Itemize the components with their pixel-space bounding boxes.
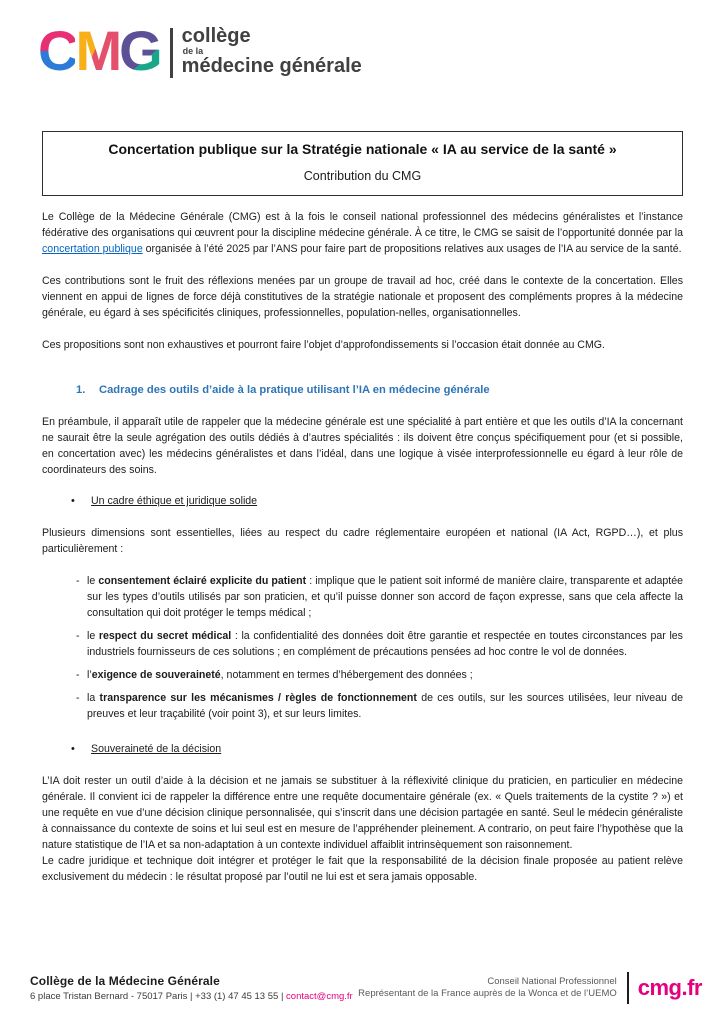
cmg-logo xyxy=(38,19,362,82)
section-1-title: Cadrage des outils d’aide à la pratique utilisant l’IA en médecine générale xyxy=(99,384,490,396)
section-1-number: 1. xyxy=(76,384,86,396)
section-1-paragraph-3: L’IA doit rester un outil d’aide à la décision et ne jamais se substituer à la réflexivité clinique du praticien, en particulier en médecine générale. Il convient ici de rappeler la différence entre une requête documentaire générale (ex. « Quels traitements de la cystite ? ») et une requête en vue d’une décision clinique personnalisée, qui s’inscrit dans une décision partagée en santé. Seul le médecin généraliste à connaissance du contexte de soins et lui seul est en mesure de l’appréhender pleinement. A contrario, on peut faire l’hypothèse que la nature statistique de l’IA et sa non-adaptation à un contexte individuel affaiblit intrinsèquement son raisonnement. xyxy=(42,775,683,851)
list-item-pre: l’ xyxy=(87,669,92,681)
footer-brand-block xyxy=(358,972,702,1004)
intro-p1-post: organisée à l’été 2025 par l’ANS pour faire part de propositions relatives aux usages de l’IA au service de la santé. xyxy=(142,243,682,255)
logo-letter-g: G xyxy=(119,19,160,82)
intro-paragraph-2: Ces contributions sont le fruit des réflexions menées par un groupe de travail ad hoc, créé dans le contexte de la concertation. Elles viennent en appui de lignes de force déjà constitutives de la stratégie nationale et proposent des compléments propres à la médecine générale, eu égard à ses spécificités cliniques, professionnelles, population-nelles, organisationnelles. xyxy=(42,275,683,319)
contact-email-link[interactable]: contact@cmg.fr xyxy=(286,991,353,1002)
title-box xyxy=(42,131,683,196)
footer-affiliation xyxy=(358,976,617,1001)
cmg-fr-logo[interactable]: cmg.fr xyxy=(637,975,702,1000)
logo-word-dela: de la xyxy=(182,46,204,56)
dash-icon: - xyxy=(76,692,80,704)
document-title: Concertation publique sur la Stratégie nationale « IA au service de la santé » xyxy=(108,141,617,157)
section-1-paragraph-4: Le cadre juridique et technique doit intégrer et protéger le fait que la responsabilité de la décision finale proposée au patient relève exclusivement du médecin : le résultat proposé par l’outil ne lui est et sera jamais opposable. xyxy=(42,855,683,883)
footer-address xyxy=(30,991,353,1002)
bullet-label: Un cadre éthique et juridique solide xyxy=(91,495,258,507)
footer-cnp-line: Conseil National Professionnel xyxy=(487,975,617,987)
list-item-transparence xyxy=(42,690,683,722)
dash-icon: - xyxy=(76,669,80,681)
footer-wonca-line: Représentant de la France auprès de la Wonca et de l’UEMO xyxy=(358,988,617,999)
footer-divider xyxy=(627,972,629,1004)
dash-icon: - xyxy=(76,630,80,642)
list-item-secret-medical xyxy=(42,628,683,660)
footer-org-name: Collège de la Médecine Générale xyxy=(30,974,220,988)
list-item-pre: la xyxy=(87,692,100,704)
footer-contact-block xyxy=(30,974,353,1002)
list-item-post: : implique que le patient soit informé de manière claire, transparente et adaptée sur les types d’outils utilisés par son praticien, et qu’il puisse donner son accord de façon expresse, sans que cela affecte la consultation qui doit protéger le temps médical ; xyxy=(87,575,683,619)
dash-icon: - xyxy=(76,575,80,587)
logo-letter-c: C xyxy=(38,19,76,82)
document-body xyxy=(42,209,683,885)
page-footer xyxy=(0,972,724,1004)
logo-wordmark xyxy=(182,26,362,76)
bullet-label: Souveraineté de la décision xyxy=(91,743,222,755)
dash-list xyxy=(42,573,683,722)
intro-p1-pre: Le Collège de la Médecine Générale (CMG) est à la fois le conseil national professionnel des médecins généralistes et l’instance fédérative des organisations qui œuvrent pour la discipline médecine générale. À ce titre, le CMG se saisit de l’opportunité donnée par la xyxy=(42,211,683,239)
list-item-bold: respect du secret médical xyxy=(98,630,232,642)
logo-word-medecine: médecine générale xyxy=(181,55,362,77)
list-item-pre: le xyxy=(87,575,99,587)
list-item-bold: exigence de souveraineté xyxy=(91,669,221,681)
concertation-publique-link[interactable]: concertation publique xyxy=(42,243,143,255)
bullet-icon: • xyxy=(71,495,75,507)
list-item-consentement xyxy=(42,573,683,621)
section-1-paragraph-1: En préambule, il apparaît utile de rappeler que la médecine générale est une spécialité à part entière et que les outils d’IA la concernant ne saurait être la seule agrégation des outils dédiés à d’autres spécialités : ils doivent être conçus spécifiquement pour (et si possible, en concertation avec) les médecins généralistes et dans l’idéal, dans une logique à visée interprofessionnelle eu égard à leur rôle de coordinateurs des soins. xyxy=(42,416,683,476)
list-item-post: , notamment en termes d’hébergement des données ; xyxy=(220,669,473,681)
bullet-item-cadre-ethique xyxy=(42,494,683,509)
intro-paragraph-3: Ces propositions sont non exhaustives et pourront faire l’objet d’approfondissements si l’occasion était donnée au CMG. xyxy=(42,339,605,351)
logo-word-college: collège xyxy=(181,25,251,47)
bullet-icon: • xyxy=(71,743,75,755)
footer-address-text: 6 place Tristan Bernard - 75017 Paris | +33 (1) 47 45 13 55 | xyxy=(30,991,287,1002)
section-1-paragraph-2: Plusieurs dimensions sont essentielles, liées au respect du cadre réglementaire européen et national (IA Act, RGPD…), et plus particulièrement : xyxy=(42,527,683,555)
list-item-pre: le xyxy=(87,630,99,642)
cmg-logo-letters xyxy=(38,19,160,82)
document-subtitle: Contribution du CMG xyxy=(303,169,422,183)
list-item-post: de ces outils, sur les sources utilisées, leur niveau de preuves et leur traçabilité (voir point 3), et sur leurs limites. xyxy=(87,692,683,720)
list-item-souverainete xyxy=(42,667,683,683)
list-item-post: : la confidentialité des données doit être garantie et respectée en toutes circonstances par les industriels fournisseurs de ces solutions ; en complément de précautions pensées ad hoc contre le vol de données. xyxy=(87,630,683,658)
section-1-heading xyxy=(42,383,683,398)
intro-paragraph-1 xyxy=(42,209,683,257)
logo-divider xyxy=(170,28,173,78)
logo-letter-m: M xyxy=(75,19,120,82)
bullet-item-souverainete-decision xyxy=(42,742,683,757)
list-item-bold: transparence sur les mécanismes / règles de fonctionnement xyxy=(99,692,417,704)
list-item-bold: consentement éclairé explicite du patient xyxy=(98,575,307,587)
